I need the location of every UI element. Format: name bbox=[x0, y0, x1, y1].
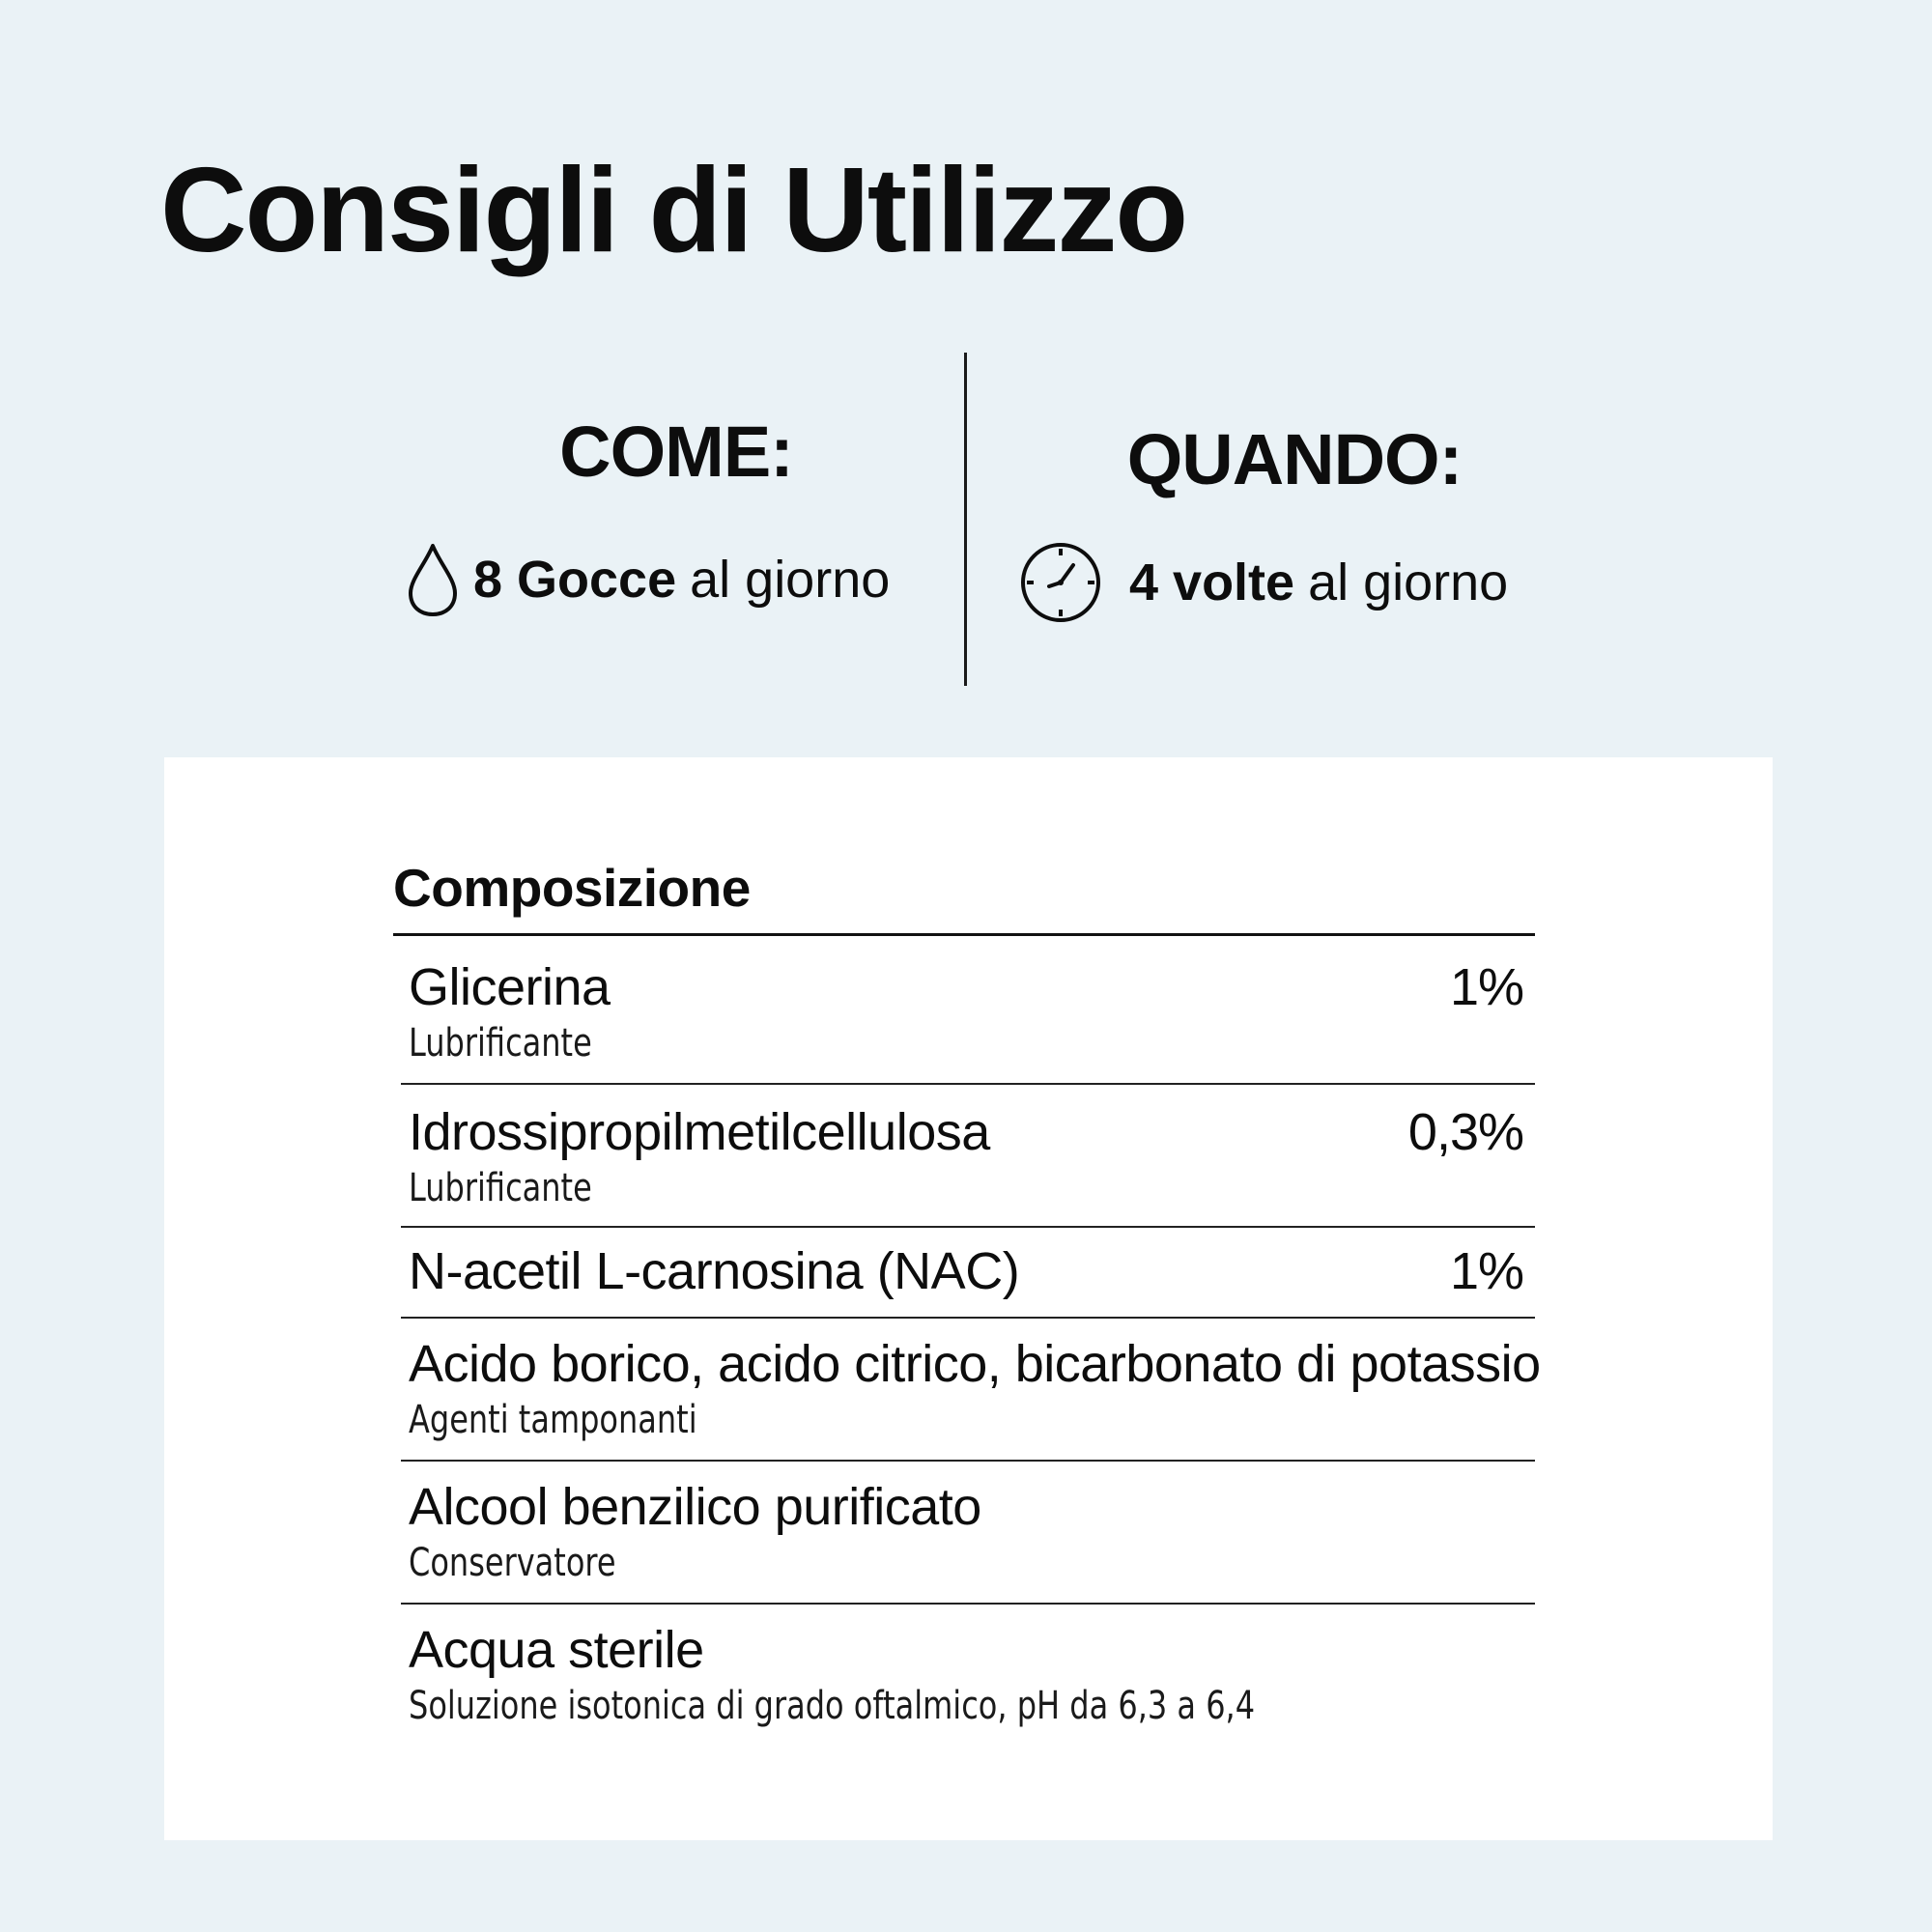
how-dosage-text: al giorno bbox=[690, 551, 891, 609]
composition-row bbox=[401, 936, 1535, 1085]
how-dosage-amount: 8 Gocce bbox=[473, 551, 677, 609]
composition-list bbox=[401, 936, 1541, 1747]
when-column bbox=[985, 353, 1604, 686]
when-frequency-text: al giorno bbox=[1308, 554, 1509, 611]
composition-row bbox=[401, 1085, 1535, 1228]
how-dosage bbox=[406, 541, 890, 618]
vertical-divider bbox=[964, 353, 967, 686]
when-frequency-amount: 4 volte bbox=[1129, 554, 1295, 611]
composition-card bbox=[164, 757, 1773, 1840]
ingredient-role: Soluzione isotonica di grado oftalmico, pH da 6,3 a 6,4 bbox=[409, 1684, 1256, 1728]
when-heading: QUANDO: bbox=[1126, 419, 1463, 499]
composition-row bbox=[401, 1462, 1535, 1605]
ingredient-role: Lubrificante bbox=[409, 1021, 592, 1065]
page-title: Consigli di Utilizzo bbox=[160, 144, 1187, 277]
ingredient-role: Agenti tamponanti bbox=[409, 1398, 697, 1442]
usage-section bbox=[0, 353, 1932, 686]
composition-title: Composizione bbox=[393, 858, 751, 918]
ingredient-name: Idrossipropilmetilcellulosa bbox=[409, 1103, 990, 1161]
composition-row bbox=[401, 1319, 1541, 1462]
composition-row bbox=[401, 1228, 1535, 1319]
ingredient-name: Acqua sterile bbox=[409, 1621, 704, 1679]
ingredient-percent: 0,3% bbox=[1407, 1103, 1523, 1161]
ingredient-name: Acido borico, acido citrico, bicarbonato di potassio bbox=[409, 1335, 1541, 1393]
how-column bbox=[367, 353, 985, 686]
how-heading: COME: bbox=[559, 412, 793, 492]
clock-icon bbox=[1019, 541, 1102, 624]
ingredient-role: Conservatore bbox=[409, 1541, 616, 1585]
ingredient-role: Lubrificante bbox=[409, 1166, 592, 1210]
when-frequency bbox=[1019, 541, 1508, 624]
ingredient-percent: 1% bbox=[1449, 958, 1523, 1016]
ingredient-percent: 1% bbox=[1449, 1242, 1523, 1300]
drop-icon bbox=[406, 541, 460, 618]
ingredient-name: Alcool benzilico purificato bbox=[409, 1478, 981, 1536]
composition-row bbox=[401, 1605, 1535, 1747]
ingredient-name: Glicerina bbox=[409, 958, 611, 1016]
ingredient-name: N-acetil L-carnosina (NAC) bbox=[409, 1242, 1020, 1300]
